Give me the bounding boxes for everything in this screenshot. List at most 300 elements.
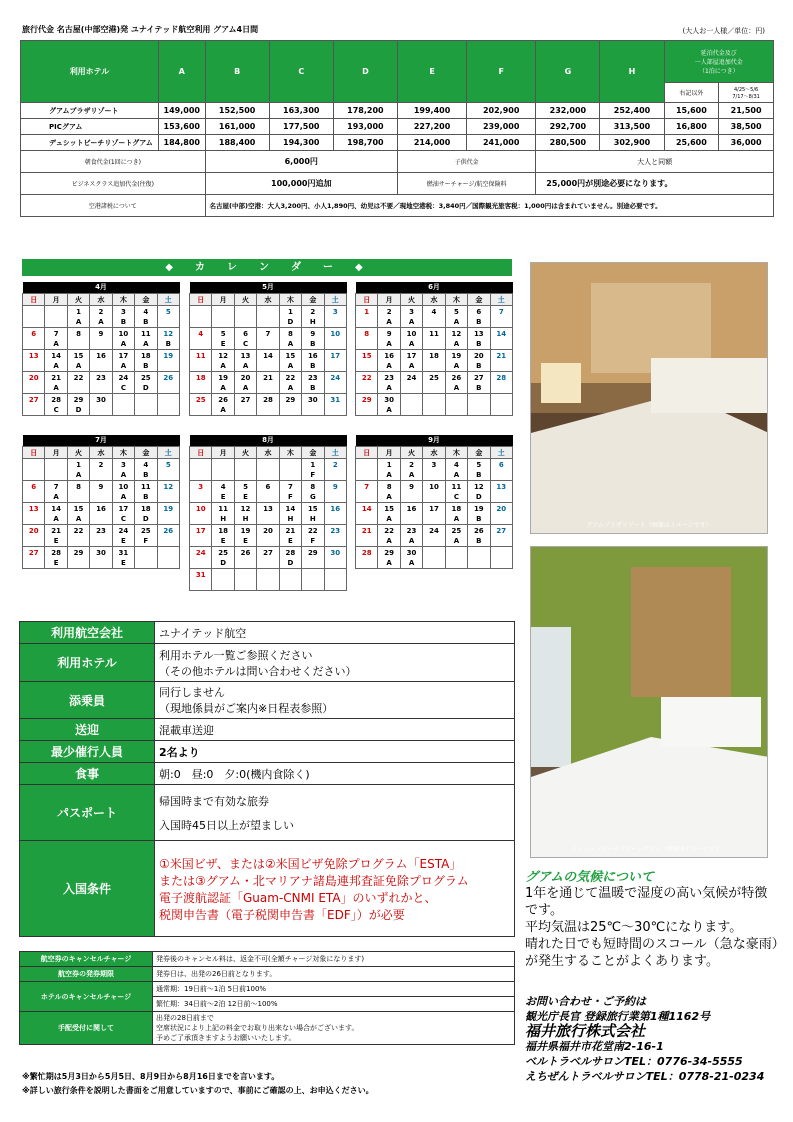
extra-price-1: 15,600 [664, 103, 719, 119]
calendar-day [234, 327, 256, 349]
price-cell: 313,500 [600, 119, 664, 135]
calendar-day [279, 393, 301, 415]
day-number: 3 [198, 482, 204, 491]
day-number: 5 [453, 307, 459, 316]
license: 観光庁長官 登録旅行業第1種1162号 [525, 1010, 711, 1023]
day-price-code: E [220, 339, 226, 348]
day-price-code: B [476, 470, 482, 479]
bedroom-image [531, 263, 768, 534]
tax-value: 名古屋(中部)空港：大人3,200円、小人1,890円、幼児は不要／現地空港税：3,840円／国際観光旅客税：1,000円は含まれていません。別途必要です。 [205, 195, 773, 217]
day-number: 23 [384, 373, 394, 382]
day-number: 29 [384, 548, 394, 557]
price-row [21, 103, 774, 119]
calendar-day [378, 327, 400, 349]
calendar-day [23, 458, 45, 480]
weekday-label: 水 [423, 293, 445, 305]
calendar-day [257, 568, 279, 590]
calendar-day [490, 327, 512, 349]
calendar-day [157, 524, 179, 546]
day-number: 2 [386, 307, 392, 316]
day-number: 16 [330, 504, 341, 513]
day-price-code: A [287, 361, 294, 370]
day-number: 7 [53, 329, 59, 338]
price-cell: 252,400 [600, 103, 664, 119]
day-number: 15 [73, 351, 84, 360]
day-price-code: B [120, 317, 127, 326]
calendar-day [234, 546, 256, 568]
calendar-day [90, 327, 112, 349]
day-price-code: A [75, 361, 82, 370]
calendar-day [212, 349, 234, 371]
calendar-day [67, 349, 89, 371]
climate-text-2: 平均気温は25℃～30℃になります。 [525, 920, 743, 935]
season-col-E: E [397, 41, 466, 103]
weekday-label: 月 [378, 446, 400, 458]
calendar-day [468, 458, 490, 480]
day-price-code: D [220, 558, 227, 567]
month-name: 8月 [190, 435, 347, 446]
day-number: 11 [140, 329, 151, 338]
day-price-code: A [386, 492, 392, 501]
day-number: 19 [473, 504, 484, 513]
day-price-code: A [408, 361, 415, 370]
day-number: 25 [140, 373, 151, 382]
calendar-day [445, 327, 467, 349]
calendar-day [90, 546, 112, 568]
calendar-day [279, 371, 301, 393]
calendar-day [234, 502, 256, 524]
calendar-day [302, 349, 324, 371]
day-number: 20 [473, 351, 484, 360]
calendar-day [112, 305, 134, 327]
fuel-value: 25,000円が別途必要になります。 [536, 173, 774, 195]
calendar-day [234, 349, 256, 371]
calendar-day [324, 393, 346, 415]
calendar-day [23, 349, 45, 371]
day-number: 11 [195, 351, 206, 360]
day-number: 3 [431, 460, 437, 469]
day-number: 22 [285, 373, 296, 382]
extra-price-2: 38,500 [719, 119, 774, 135]
calendar-day [445, 458, 467, 480]
transfer-value: 混載車送迎 [155, 719, 515, 741]
calendar-day [23, 393, 45, 415]
calendar-day [445, 480, 467, 502]
day-number: 12 [451, 329, 462, 338]
calendar-day [400, 393, 422, 415]
calendar-day [468, 546, 490, 568]
calendar-day [157, 371, 179, 393]
day-price-code: B [476, 536, 482, 545]
day-price-code: A [386, 470, 392, 479]
price-cell: 302,900 [600, 135, 664, 151]
day-number: 4 [198, 329, 204, 338]
day-number: 20 [240, 373, 251, 382]
calendar-day [212, 502, 234, 524]
day-price-code: D [75, 405, 82, 414]
month-name: 4月 [23, 282, 180, 293]
calendar-month [355, 435, 513, 569]
calendar-day [356, 480, 378, 502]
price-cell: 214,000 [397, 135, 466, 151]
day-number: 16 [307, 351, 318, 360]
day-number: 18 [429, 351, 439, 360]
calendar-day [67, 458, 89, 480]
day-number: 26 [473, 526, 484, 535]
day-price-code: A [98, 317, 104, 326]
contact-heading: お問い合わせ・ご予約は [525, 995, 646, 1008]
day-price-code: A [408, 558, 415, 567]
calendar-day [45, 349, 67, 371]
calendar-day [190, 305, 212, 327]
price-cell: 239,000 [467, 119, 536, 135]
calendar-day [423, 458, 445, 480]
day-number: 10 [330, 329, 341, 338]
hotel-photo-2 [530, 546, 768, 858]
day-number: 7 [498, 307, 504, 316]
day-number: 9 [332, 482, 338, 491]
calendar-day [324, 305, 346, 327]
day-number: 10 [429, 482, 439, 491]
day-number: 13 [473, 329, 484, 338]
day-number: 6 [476, 307, 482, 316]
day-number: 22 [361, 373, 372, 382]
day-number: 13 [240, 351, 251, 360]
day-number: 13 [28, 351, 39, 360]
fuel-label: 燃油サーチャージ/航空保険料 [397, 173, 535, 195]
day-price-code: F [310, 470, 316, 479]
day-number: 5 [476, 460, 482, 469]
calendar-day [400, 349, 422, 371]
day-price-code: E [220, 536, 226, 545]
tel-1: ベルトラベルサロンTEL：0776-34-5555 [525, 1055, 743, 1068]
weekday-label: 火 [234, 293, 256, 305]
calendar-title: ◆ カ レ ン ダ ー ◆ [22, 259, 512, 276]
calendar-day [45, 327, 67, 349]
day-price-code: B [143, 470, 149, 479]
day-price-code: A [453, 361, 460, 370]
weekday-label: 火 [67, 293, 89, 305]
extra-header: 延泊代金及び 一人部屋追加代金 （1泊につき） [664, 41, 773, 83]
day-number: 12 [240, 504, 251, 513]
day-number: 15 [285, 351, 296, 360]
calendar-day [112, 546, 134, 568]
day-number: 16 [384, 351, 394, 360]
weekday-label: 日 [190, 446, 212, 458]
day-number: 17 [118, 504, 129, 513]
price-cell: 241,000 [467, 135, 536, 151]
calendar-day [67, 524, 89, 546]
day-price-code: B [143, 492, 149, 501]
airline-value: ユナイテッド航空 [155, 622, 515, 644]
price-cell: 178,200 [333, 103, 397, 119]
calendar-day [400, 524, 422, 546]
calendar-day [67, 371, 89, 393]
bedroom-image [531, 547, 768, 858]
day-price-code: B [165, 339, 171, 348]
climate-title: グアムの気候について [525, 870, 654, 885]
transfer-label: 送迎 [20, 719, 155, 741]
day-price-code: A [386, 361, 392, 370]
day-number: 9 [386, 329, 392, 338]
day-number: 11 [218, 504, 228, 513]
price-cell: 193,000 [333, 119, 397, 135]
calendar-day [67, 546, 89, 568]
calendar-day [212, 568, 234, 590]
day-price-code: E [53, 558, 59, 567]
day-number: 4 [431, 307, 437, 316]
weekday-label: 月 [212, 446, 234, 458]
issue-label: 航空券の発券期限 [20, 967, 153, 982]
price-cell: 292,700 [536, 119, 600, 135]
calendar-day [212, 371, 234, 393]
day-price-code: B [310, 339, 316, 348]
calendar-day [135, 371, 157, 393]
month-name: 7月 [23, 435, 180, 446]
day-number: 19 [163, 351, 174, 360]
entry-value-1: ①米国ビザ、または②米国ビザ免除プログラム「ESTA」 [159, 856, 462, 871]
day-number: 23 [96, 526, 106, 535]
calendar-day [324, 546, 346, 568]
calendar-day [212, 480, 234, 502]
calendar-day [257, 546, 279, 568]
calendar-day [112, 371, 134, 393]
day-number: 31 [330, 395, 341, 404]
calendar-day [190, 349, 212, 371]
day-number: 5 [165, 307, 171, 316]
calendar-day [302, 458, 324, 480]
calendar-day [45, 480, 67, 502]
day-number: 6 [498, 460, 504, 469]
day-number: 7 [265, 329, 271, 338]
day-price-code: D [142, 383, 149, 392]
month-name: 9月 [356, 435, 513, 446]
calendar-day [45, 502, 67, 524]
weekday-label: 火 [67, 446, 89, 458]
calendar-day [378, 458, 400, 480]
day-number: 5 [243, 482, 248, 491]
day-number: 29 [361, 395, 372, 404]
day-number: 1 [310, 460, 316, 469]
season-col-H: H [600, 41, 664, 103]
hotel-cancel-label: ホテルのキャンセルチャージ [20, 982, 153, 1012]
day-price-code: E [288, 536, 293, 545]
weekday-label: 木 [279, 446, 301, 458]
day-price-code: D [475, 492, 482, 501]
day-number: 26 [240, 548, 251, 557]
day-number: 15 [361, 351, 372, 360]
calendar-day [423, 502, 445, 524]
entry-label: 入国条件 [20, 841, 155, 937]
day-number: 25 [218, 548, 228, 557]
day-number: 9 [98, 482, 104, 491]
day-number: 25 [195, 395, 206, 404]
calendar-month [189, 435, 347, 591]
price-cell: 152,500 [205, 103, 269, 119]
day-price-code: A [75, 514, 82, 523]
calendar-day [468, 502, 490, 524]
calendar-day [356, 305, 378, 327]
accept-value-2: 空席状況により上記の料金でお取り出来ない場合がございます。 [156, 1024, 359, 1032]
day-number: 4 [220, 482, 226, 491]
day-number: 24 [118, 526, 129, 535]
day-number: 10 [195, 504, 206, 513]
calendar-day [190, 546, 212, 568]
day-number: 1 [76, 460, 81, 469]
calendar-day [445, 502, 467, 524]
month-name: 5月 [190, 282, 347, 293]
weekday-label: 火 [400, 293, 422, 305]
day-number: 18 [140, 351, 151, 360]
tax-label: 空港諸税について [21, 195, 206, 217]
day-number: 7 [287, 482, 293, 491]
hotel-name: PICグアム [21, 119, 159, 135]
day-number: 20 [496, 504, 507, 513]
calendar-day [212, 327, 234, 349]
calendar-day [157, 349, 179, 371]
calendar-day [190, 327, 212, 349]
calendar-day [45, 305, 67, 327]
day-number: 29 [73, 548, 84, 557]
price-cell: 232,000 [536, 103, 600, 119]
day-number: 29 [73, 395, 84, 404]
day-number: 6 [265, 482, 271, 491]
extra-price-2: 36,000 [719, 135, 774, 151]
price-cell: 198,700 [333, 135, 397, 151]
weekday-label: 土 [324, 446, 346, 458]
calendar-day [157, 480, 179, 502]
day-price-code: C [53, 405, 59, 414]
calendar-day [490, 305, 512, 327]
day-number: 27 [28, 548, 39, 557]
day-number: 8 [310, 482, 316, 491]
weekday-label: 月 [212, 293, 234, 305]
calendar-day [135, 546, 157, 568]
address: 福井県福井市花堂南2-16-1 [525, 1040, 664, 1053]
calendar-day [234, 480, 256, 502]
calendar-day [257, 393, 279, 415]
day-number: 23 [406, 526, 417, 535]
calendar-day [90, 349, 112, 371]
min-people-value: 2名より [155, 741, 515, 763]
weekday-label: 水 [90, 446, 112, 458]
calendar-day [234, 568, 256, 590]
day-number: 21 [285, 526, 296, 535]
day-number: 6 [31, 482, 37, 491]
day-number: 27 [263, 548, 273, 557]
calendar-day [135, 458, 157, 480]
weekday-label: 金 [302, 293, 324, 305]
day-number: 22 [73, 373, 84, 382]
calendar-day [490, 393, 512, 415]
day-number: 13 [496, 482, 507, 491]
calendar-day [279, 524, 301, 546]
calendar-day [445, 546, 467, 568]
calendar-day [356, 502, 378, 524]
calendar-day [279, 327, 301, 349]
calendar-day [67, 480, 89, 502]
day-number: 3 [409, 307, 414, 316]
day-number: 7 [53, 482, 59, 491]
day-number: 20 [263, 526, 273, 535]
calendar-day [378, 480, 400, 502]
extra-sub-1: 右記以外 [664, 83, 719, 103]
calendar-day [468, 524, 490, 546]
price-cell: 202,900 [467, 103, 536, 119]
day-price-code: A [408, 536, 415, 545]
calendar-day [423, 393, 445, 415]
hotel-cancel-value-2: 繁忙期：34日前～2泊 12日前～100% [153, 997, 515, 1012]
tour-info-table [19, 621, 515, 937]
weekday-label: 木 [112, 293, 134, 305]
day-number: 25 [429, 373, 439, 382]
day-price-code: E [121, 558, 126, 567]
day-price-code: A [220, 361, 226, 370]
day-number: 16 [96, 351, 106, 360]
day-number: 24 [118, 373, 129, 382]
meal-label: 食事 [20, 763, 155, 785]
child-label: 子供代金 [397, 151, 535, 173]
day-price-code: F [310, 536, 316, 545]
day-number: 28 [51, 395, 61, 404]
calendar-day [468, 349, 490, 371]
day-price-code: A [453, 514, 460, 523]
calendar-day [423, 305, 445, 327]
calendar-day [378, 524, 400, 546]
day-number: 5 [220, 329, 226, 338]
calendar-day [190, 568, 212, 590]
calendar-day [400, 327, 422, 349]
calendar-day [257, 524, 279, 546]
calendar-day [302, 327, 324, 349]
weekday-label: 月 [45, 446, 67, 458]
day-number: 15 [73, 504, 84, 513]
day-number: 23 [96, 373, 106, 382]
climate-text-3: 晴れた日でも短時間のスコール（急な豪雨）が発生することがよくあります。 [525, 937, 779, 969]
day-number: 29 [285, 395, 296, 404]
calendar-day [90, 305, 112, 327]
day-number: 28 [51, 548, 61, 557]
weekday-label: 土 [490, 293, 512, 305]
extra-price-1: 25,600 [664, 135, 719, 151]
price-cell: 194,300 [269, 135, 333, 151]
passport-value-2: 入国時45日以上が望ましい [159, 818, 294, 832]
day-number: 8 [76, 482, 81, 491]
day-number: 9 [409, 482, 414, 491]
day-price-code: A [386, 339, 392, 348]
day-number: 28 [496, 373, 507, 382]
weekday-label: 木 [112, 446, 134, 458]
day-price-code: A [75, 317, 82, 326]
calendar-day [190, 458, 212, 480]
calendar-day [157, 327, 179, 349]
calendar-day [324, 568, 346, 590]
calendar-day [279, 458, 301, 480]
price-cell: 280,500 [536, 135, 600, 151]
hotel-value-1: 利用ホテル一覧ご参照ください [159, 648, 313, 662]
weekday-label: 金 [135, 446, 157, 458]
day-number: 16 [96, 504, 106, 513]
weekday-label: 日 [23, 293, 45, 305]
air-cancel-value: 発券後のキャンセル料は、返金不可(全額チャージ対象になります) [153, 952, 515, 967]
calendar-day [90, 393, 112, 415]
day-number: 30 [96, 548, 106, 557]
climate-section [525, 866, 780, 970]
day-number: 1 [287, 307, 293, 316]
day-number: 15 [384, 504, 394, 513]
hotel-label: 利用ホテル [20, 644, 155, 682]
season-col-B: B [205, 41, 269, 103]
